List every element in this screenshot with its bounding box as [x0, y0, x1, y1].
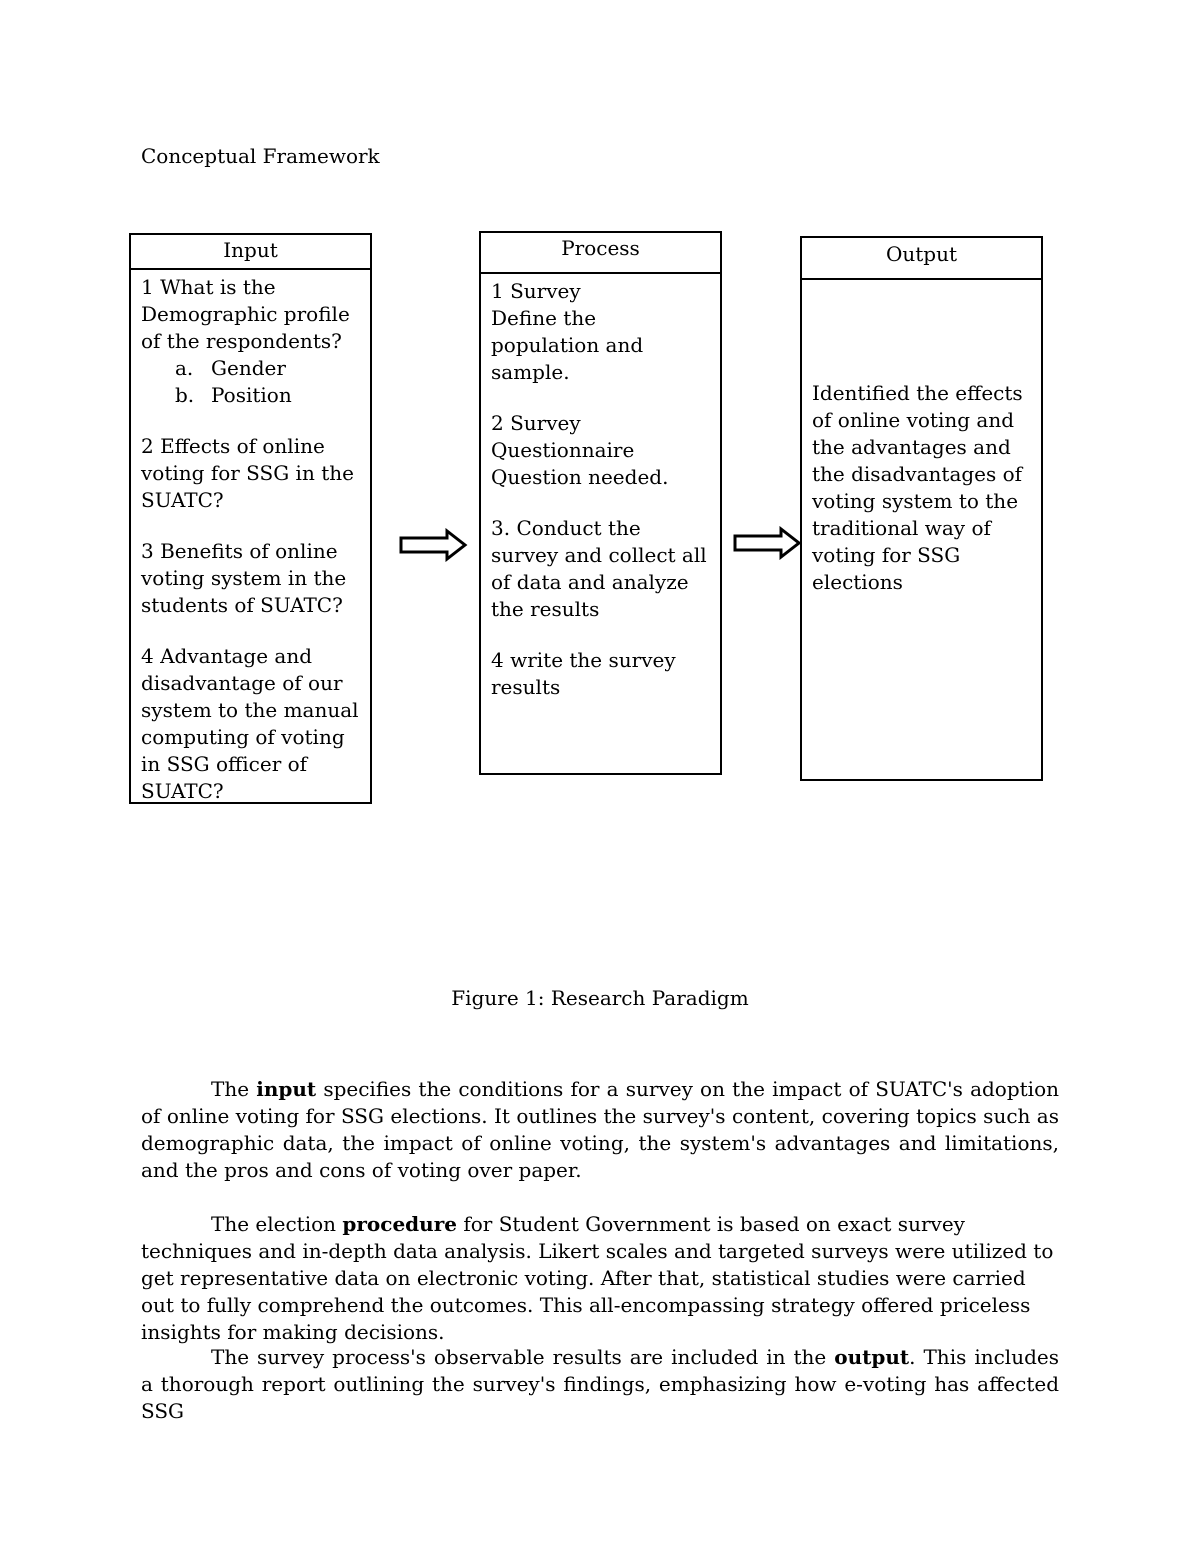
output-box-body [802, 280, 1041, 600]
input-box-title: Input [131, 235, 370, 270]
process-step-1-text: Define the population and sample. [491, 306, 644, 384]
input-question-1: 1 What is the Demographic profile of the respondents? [141, 275, 350, 353]
input-question-4: 4 Advantage and disadvantage of our system to the manual computing of voting in SSG officer of SUATC? [141, 644, 359, 803]
process-step-2 [491, 410, 710, 491]
bold-term: output [834, 1345, 910, 1369]
process-step-3: 3. Conduct the survey and collect all of data and analyze the results [491, 516, 707, 621]
input-box [129, 233, 372, 804]
figure-caption: Figure 1: Research Paradigm [451, 986, 749, 1010]
process-box-title: Process [481, 233, 720, 274]
paragraph-output: The survey process's observable results are included in the output. This includes a thorough report outlining the survey's findings, emphasizing how e-voting has affected SSG [141, 1345, 1059, 1423]
list-item: a. Gender [175, 356, 286, 380]
process-step-2-text: Question needed. [491, 465, 669, 489]
input-question-2: 2 Effects of online voting for SSG in the SUATC? [141, 434, 354, 512]
process-step-2-title: 2 Survey Questionnaire [491, 411, 635, 462]
process-box [479, 231, 722, 775]
right-arrow-icon [399, 528, 469, 562]
output-box-title: Output [802, 238, 1041, 280]
section-heading: Conceptual Framework [141, 144, 380, 168]
paragraph-input: The input specifies the conditions for a survey on the impact of SUATC's adoption of online voting for SSG elections. It outlines the survey's content, covering topics such as demographic data, the impact of online voting, the system's advantages and limitations, and the pros and cons of voting over paper. [141, 1077, 1059, 1182]
output-box [800, 236, 1043, 781]
list-item: b. Position [175, 383, 292, 407]
right-arrow-icon [733, 526, 803, 560]
input-question-1-list [141, 355, 360, 409]
output-text: Identified the effects of online voting and the advantages and the disadvantages of voting system to the traditional way of voting for SSG elections [812, 381, 1023, 594]
process-box-body [481, 274, 720, 705]
input-question-3: 3 Benefits of online voting system in the students of SUATC? [141, 539, 347, 617]
process-step-1-title: 1 Survey [491, 279, 581, 303]
paragraph-procedure: The election procedure for Student Government is based on exact survey techniques and in-depth data analysis. Likert scales and targeted surveys were utilized to get representative data on electronic voting. After that, statistical studies were carried out to fully comprehend the outcomes. This all-encompassing strategy offered priceless insights for making decisions. [141, 1212, 1054, 1344]
input-box-body [131, 270, 370, 809]
bold-term: procedure [342, 1212, 457, 1236]
process-step-4: 4 write the survey results [491, 648, 676, 699]
bold-term: input [256, 1077, 317, 1101]
process-step-1 [491, 278, 710, 386]
